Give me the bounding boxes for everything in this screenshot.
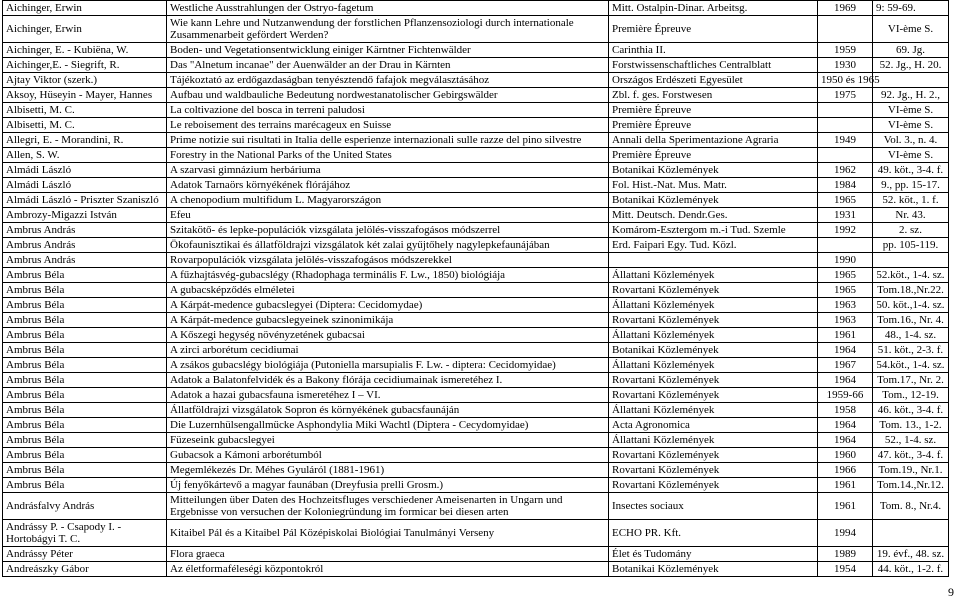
year-cell: 1989 (818, 547, 873, 562)
title-cell: Boden- und Vegetationsentwicklung einiger Kärntner Fichtenwälder (167, 43, 609, 58)
author-cell: Albisetti, M. C. (3, 118, 167, 133)
volume-cell: 52., 1-4. sz. (873, 433, 949, 448)
volume-cell: 92. Jg., H. 2., (873, 88, 949, 103)
year-cell: 1960 (818, 448, 873, 463)
year-cell: 1959 (818, 43, 873, 58)
title-cell: Füzeseink gubacslegyei (167, 433, 609, 448)
volume-cell: Nr. 43. (873, 208, 949, 223)
title-cell: Le reboisement des terrains marécageux en Suisse (167, 118, 609, 133)
table-row (3, 16, 949, 43)
author-cell: Ambrus Béla (3, 313, 167, 328)
title-cell: Das "Alnetum incanae" der Auenwälder an der Drau in Kärnten (167, 58, 609, 73)
title-cell: Flora graeca (167, 547, 609, 562)
publication-cell: Botanikai Közlemények (609, 193, 818, 208)
publication-cell: Erd. Faipari Egy. Tud. Közl. (609, 238, 818, 253)
publication-cell: Première Épreuve (609, 16, 818, 43)
title-cell: Az életformaféleségi központokról (167, 562, 609, 577)
year-cell: 1969 (818, 1, 873, 16)
volume-cell: 47. köt., 3-4. f. (873, 448, 949, 463)
publication-cell: Rovartani Közlemények (609, 283, 818, 298)
title-cell: Új fenyőkártevő a magyar faunában (Dreyfusia prelli Grosm.) (167, 478, 609, 493)
author-cell: Ambrus Béla (3, 268, 167, 283)
author-cell: Aichinger, Erwin (3, 16, 167, 43)
author-cell: Allegri, E. - Morandini, R. (3, 133, 167, 148)
publication-cell: Rovartani Közlemények (609, 313, 818, 328)
year-cell: 1962 (818, 163, 873, 178)
table-row (3, 562, 949, 577)
title-cell: Efeu (167, 208, 609, 223)
author-cell: Ambrus Béla (3, 478, 167, 493)
year-cell: 1963 (818, 298, 873, 313)
title-cell: Ökofaunisztikai és állatföldrajzi vizsgálatok két zalai gyűjtőhely nagylepkefaunájában (167, 238, 609, 253)
publication-cell: ECHO PR. Kft. (609, 520, 818, 547)
author-cell: Ambrus András (3, 238, 167, 253)
table-row (3, 148, 949, 163)
table-row (3, 373, 949, 388)
table-row (3, 133, 949, 148)
title-cell: A gubacsképződés elméletei (167, 283, 609, 298)
publication-cell: Mitt. Deutsch. Dendr.Ges. (609, 208, 818, 223)
year-cell: 1931 (818, 208, 873, 223)
table-row (3, 433, 949, 448)
year-cell (818, 118, 873, 133)
publication-cell: Insectes sociaux (609, 493, 818, 520)
author-cell: Andrássy P. - Csapody I. - Hortobágyi T. C. (3, 520, 167, 547)
title-cell: La coltivazione del bosca in terreni paludosi (167, 103, 609, 118)
volume-cell: 52. Jg., H. 20. (873, 58, 949, 73)
year-cell (818, 103, 873, 118)
author-cell: Allen, S. W. (3, 148, 167, 163)
publication-cell: Zbl. f. ges. Forstwesen (609, 88, 818, 103)
volume-cell: 46. köt., 3-4. f. (873, 403, 949, 418)
publication-cell: Carinthia II. (609, 43, 818, 58)
publication-cell: Botanikai Közlemények (609, 163, 818, 178)
year-cell: 1965 (818, 268, 873, 283)
author-cell: Ajtay Viktor (szerk.) (3, 73, 167, 88)
year-cell: 1994 (818, 520, 873, 547)
volume-cell: 52. köt., 1. f. (873, 193, 949, 208)
table-row (3, 358, 949, 373)
title-cell: Die Luzernhülsengallmücke Asphondylia Miki Wachtl (Diptera - Cecydomyidae) (167, 418, 609, 433)
publication-cell: Rovartani Közlemények (609, 448, 818, 463)
title-cell: Adatok a Balatonfelvidék és a Bakony flórája cecidiumainak ismeretéhez I. (167, 373, 609, 388)
volume-cell: VI-ème S. (873, 103, 949, 118)
volume-cell: Tom.16., Nr. 4. (873, 313, 949, 328)
publication-cell: Acta Agronomica (609, 418, 818, 433)
table-row (3, 88, 949, 103)
title-cell: Forestry in the National Parks of the United States (167, 148, 609, 163)
table-row (3, 238, 949, 253)
title-cell: Gubacsok a Kámoni arborétumból (167, 448, 609, 463)
bibliography-body (3, 1, 949, 577)
year-cell: 1961 (818, 478, 873, 493)
publication-cell: Rovartani Közlemények (609, 478, 818, 493)
year-cell: 1961 (818, 493, 873, 520)
author-cell: Ambrus Béla (3, 403, 167, 418)
volume-cell: 48., 1-4. sz. (873, 328, 949, 343)
title-cell: Állatföldrajzi vizsgálatok Sopron és környékének gubacsfaunáján (167, 403, 609, 418)
author-cell: Aichinger,E. - Siegrift, R. (3, 58, 167, 73)
publication-cell: Állattani Közlemények (609, 403, 818, 418)
author-cell: Ambrus András (3, 253, 167, 268)
author-cell: Andrásfalvy András (3, 493, 167, 520)
year-cell: 1964 (818, 343, 873, 358)
author-cell: Aichinger, Erwin (3, 1, 167, 16)
volume-cell: 2. sz. (873, 223, 949, 238)
year-cell: 1966 (818, 463, 873, 478)
title-cell: Szitakötő- és lepke-populációk vizsgálata jelölés-visszafogásos módszerrel (167, 223, 609, 238)
table-row (3, 163, 949, 178)
table-row (3, 547, 949, 562)
year-cell: 1964 (818, 433, 873, 448)
author-cell: Andreászky Gábor (3, 562, 167, 577)
volume-cell: Tom.17., Nr. 2. (873, 373, 949, 388)
bibliography-table (2, 0, 949, 577)
table-row (3, 193, 949, 208)
volume-cell: 69. Jg. (873, 43, 949, 58)
volume-cell: 9: 59-69. (873, 1, 949, 16)
table-row (3, 58, 949, 73)
table-row (3, 43, 949, 58)
author-cell: Ambrus Béla (3, 298, 167, 313)
table-row (3, 493, 949, 520)
author-cell: Ambrus Béla (3, 433, 167, 448)
table-row (3, 448, 949, 463)
title-cell: A Kőszegi hegység növényzetének gubacsai (167, 328, 609, 343)
title-cell: A Kárpát-medence gubacslegyei (Diptera: Cecidomydae) (167, 298, 609, 313)
volume-cell: 52.köt., 1-4. sz. (873, 268, 949, 283)
title-cell: Adatok a hazai gubacsfauna ismeretéhez I – VI. (167, 388, 609, 403)
publication-cell: Première Épreuve (609, 148, 818, 163)
volume-cell: Tom., 12-19. (873, 388, 949, 403)
table-row (3, 328, 949, 343)
author-cell: Aichinger, E. - Kubiëna, W. (3, 43, 167, 58)
year-cell: 1964 (818, 418, 873, 433)
volume-cell: 9., pp. 15-17. (873, 178, 949, 193)
year-cell: 1954 (818, 562, 873, 577)
publication-cell: Fol. Hist.-Nat. Mus. Matr. (609, 178, 818, 193)
table-row (3, 208, 949, 223)
author-cell: Ambrus Béla (3, 448, 167, 463)
volume-cell: pp. 105-119. (873, 238, 949, 253)
volume-cell: 49. köt., 3-4. f. (873, 163, 949, 178)
publication-cell: Élet és Tudomány (609, 547, 818, 562)
publication-cell: Állattani Közlemények (609, 433, 818, 448)
author-cell: Ambrus Béla (3, 283, 167, 298)
table-row (3, 403, 949, 418)
volume-cell: Tom.19., Nr.1. (873, 463, 949, 478)
title-cell: Kitaibel Pál és a Kitaibel Pál Középiskolai Biológiai Tanulmányi Verseny (167, 520, 609, 547)
table-row (3, 478, 949, 493)
author-cell: Ambrus Béla (3, 343, 167, 358)
year-cell: 1961 (818, 328, 873, 343)
year-cell: 1965 (818, 283, 873, 298)
table-row (3, 283, 949, 298)
author-cell: Almádi László (3, 178, 167, 193)
title-cell: Adatok Tarnaörs környékének flórájához (167, 178, 609, 193)
title-cell: A zsákos gubacslégy biológiája (Putoniella marsupialis F. Lw. - diptera: Cecidomyidae) (167, 358, 609, 373)
volume-cell: VI-ème S. (873, 118, 949, 133)
volume-cell: 54.köt., 1-4. sz. (873, 358, 949, 373)
volume-cell: 50. köt.,1-4. sz. (873, 298, 949, 313)
table-row (3, 253, 949, 268)
author-cell: Almádi László (3, 163, 167, 178)
publication-cell (609, 253, 818, 268)
title-cell: Aufbau und waldbauliche Bedeutung nordwestanatolischer Gebirgswälder (167, 88, 609, 103)
title-cell: Rovarpopulációk vizsgálata jelölés-visszafogásos módszerekkel (167, 253, 609, 268)
publication-cell: Komárom-Esztergom m.-i Tud. Szemle (609, 223, 818, 238)
table-row (3, 388, 949, 403)
volume-cell: 51. köt., 2-3. f. (873, 343, 949, 358)
author-cell: Ambrus Béla (3, 418, 167, 433)
title-cell: Mitteilungen über Daten des Hochzeitsfluges verschiedener Ameisenarten in Ungarn und Ergebnisse von versuchen der Koloniegründung im formicar bei diesen arten (167, 493, 609, 520)
author-cell: Ambrus András (3, 223, 167, 238)
title-cell: Tájékoztató az erdőgazdaságban tenyésztendő fafajok megválasztásához (167, 73, 609, 88)
year-cell: 1990 (818, 253, 873, 268)
publication-cell: Rovartani Közlemények (609, 373, 818, 388)
publication-cell: Rovartani Közlemények (609, 463, 818, 478)
publication-cell: Mitt. Ostalpin-Dinar. Arbeitsg. (609, 1, 818, 16)
publication-cell: Première Épreuve (609, 103, 818, 118)
volume-cell: 44. köt., 1-2. f. (873, 562, 949, 577)
table-row (3, 298, 949, 313)
year-cell: 1964 (818, 373, 873, 388)
table-row (3, 118, 949, 133)
publication-cell: Állattani Közlemények (609, 298, 818, 313)
year-cell (818, 148, 873, 163)
volume-cell: Tom. 13., 1-2. (873, 418, 949, 433)
year-cell: 1965 (818, 193, 873, 208)
publication-cell: Országos Erdészeti Egyesület (609, 73, 818, 88)
title-cell: Westliche Ausstrahlungen der Ostryo-fagetum (167, 1, 609, 16)
table-row (3, 268, 949, 283)
publication-cell: Forstwissenschaftliches Centralblatt (609, 58, 818, 73)
author-cell: Albisetti, M. C. (3, 103, 167, 118)
title-cell: Megemlékezés Dr. Méhes Gyuláról (1881-1961) (167, 463, 609, 478)
year-cell: 1967 (818, 358, 873, 373)
volume-cell: VI-ème S. (873, 148, 949, 163)
table-row (3, 520, 949, 547)
year-cell (818, 16, 873, 43)
publication-cell: Állattani Közlemények (609, 358, 818, 373)
table-row (3, 223, 949, 238)
title-cell: Prime notizie sui risultati in Italia delle esperienze internazionali sulle razze del pino silvestre (167, 133, 609, 148)
year-cell (818, 238, 873, 253)
volume-cell: 19. évf., 48. sz. (873, 547, 949, 562)
title-cell: A szarvasi gimnázium herbáriuma (167, 163, 609, 178)
table-row (3, 313, 949, 328)
publication-cell: Rovartani Közlemények (609, 388, 818, 403)
title-cell: A fűzhajtásvég-gubacslégy (Rhadophaga terminális F. Lw., 1850) biológiája (167, 268, 609, 283)
year-cell: 1963 (818, 313, 873, 328)
table-row (3, 73, 949, 88)
table-row (3, 463, 949, 478)
table-row (3, 418, 949, 433)
year-cell: 1958 (818, 403, 873, 418)
year-cell: 1950 és 1965 (818, 73, 873, 88)
author-cell: Aksoy, Hüseyin - Mayer, Hannes (3, 88, 167, 103)
publication-cell: Première Épreuve (609, 118, 818, 133)
author-cell: Ambrozy-Migazzi István (3, 208, 167, 223)
table-row (3, 1, 949, 16)
publication-cell: Botanikai Közlemények (609, 343, 818, 358)
publication-cell: Annali della Sperimentazione Agraria (609, 133, 818, 148)
volume-cell (873, 520, 949, 547)
title-cell: A Kárpát-medence gubacslegyeinek szinonimikája (167, 313, 609, 328)
author-cell: Andrássy Péter (3, 547, 167, 562)
title-cell: Wie kann Lehre und Nutzanwendung der forstlichen Pflanzensoziologi durch internationale Zusammenarbeit gefördert Werden? (167, 16, 609, 43)
year-cell: 1992 (818, 223, 873, 238)
year-cell: 1984 (818, 178, 873, 193)
author-cell: Almádi László - Priszter Szaniszló (3, 193, 167, 208)
publication-cell: Botanikai Közlemények (609, 562, 818, 577)
table-row (3, 178, 949, 193)
author-cell: Ambrus Béla (3, 388, 167, 403)
volume-cell: Tom.18.,Nr.22. (873, 283, 949, 298)
author-cell: Ambrus Béla (3, 373, 167, 388)
year-cell: 1949 (818, 133, 873, 148)
year-cell: 1930 (818, 58, 873, 73)
year-cell: 1975 (818, 88, 873, 103)
volume-cell (873, 73, 949, 88)
title-cell: A chenopodium multifidum L. Magyarországon (167, 193, 609, 208)
volume-cell: Vol. 3., n. 4. (873, 133, 949, 148)
table-row (3, 103, 949, 118)
publication-cell: Állattani Közlemények (609, 268, 818, 283)
publication-cell: Állattani Közlemények (609, 328, 818, 343)
title-cell: A zirci arborétum cecidiumai (167, 343, 609, 358)
volume-cell: Tom. 8., Nr.4. (873, 493, 949, 520)
volume-cell (873, 253, 949, 268)
table-row (3, 343, 949, 358)
author-cell: Ambrus Béla (3, 358, 167, 373)
year-cell: 1959-66 (818, 388, 873, 403)
volume-cell: VI-ème S. (873, 16, 949, 43)
author-cell: Ambrus Béla (3, 328, 167, 343)
author-cell: Ambrus Béla (3, 463, 167, 478)
page-number: 9 (948, 585, 954, 599)
volume-cell: Tom.14.,Nr.12. (873, 478, 949, 493)
